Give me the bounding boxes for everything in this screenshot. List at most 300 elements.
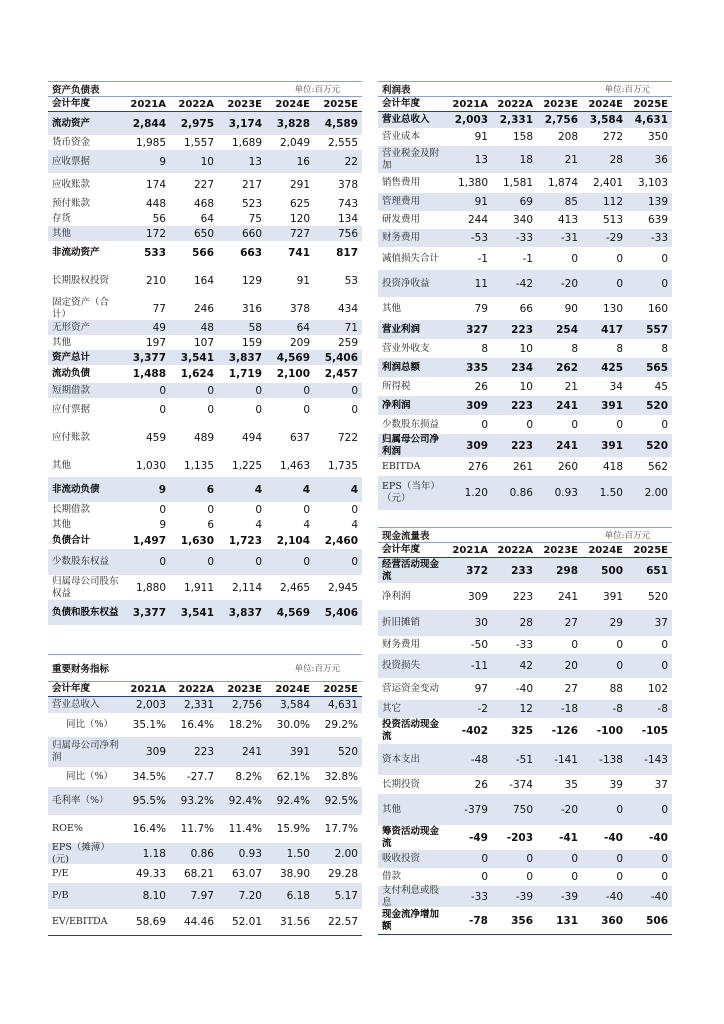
cell-value: 0 xyxy=(159,556,166,568)
cell-value: 28 xyxy=(609,153,623,166)
table-row xyxy=(378,339,672,358)
table-row xyxy=(378,825,672,850)
cell-value: 246 xyxy=(193,302,214,315)
table-row xyxy=(378,396,672,415)
row-label: 吸收投资 xyxy=(382,853,421,864)
cell-value: 209 xyxy=(289,336,310,349)
cell-value: 562 xyxy=(647,460,668,473)
cell-value: 91 xyxy=(296,274,310,287)
row-label: 投资净收益 xyxy=(382,277,430,289)
cell-value: 18 xyxy=(519,153,533,166)
cell-value: -374 xyxy=(509,778,533,791)
row-label: 净利润 xyxy=(382,399,411,411)
cell-value: -40 xyxy=(605,890,623,903)
unit-label: 单位:百万元 xyxy=(604,85,650,95)
table-row xyxy=(48,454,362,477)
cell-value: 0 xyxy=(351,403,358,416)
cell-value: 10 xyxy=(519,342,533,355)
cell-value: 2,457 xyxy=(324,368,358,380)
cell-value: 223 xyxy=(193,746,214,758)
cell-value: 35.1% xyxy=(132,719,166,731)
table-row xyxy=(378,128,672,146)
row-label: 营业总收入 xyxy=(52,699,100,710)
table-row xyxy=(378,434,672,457)
cell-value: 4 xyxy=(255,518,262,531)
cell-value: 69 xyxy=(519,196,533,208)
cell-value: -379 xyxy=(464,803,488,816)
cell-value: -40 xyxy=(650,890,668,903)
cell-value: 28 xyxy=(519,617,533,629)
cell-value: 8.2% xyxy=(235,771,262,783)
cell-value: 164 xyxy=(193,274,214,287)
cell-value: 6 xyxy=(206,483,214,496)
cell-value: 1.50 xyxy=(286,847,310,860)
row-label: 预付账款 xyxy=(52,197,91,209)
table-row xyxy=(378,775,672,794)
cell-value: 4 xyxy=(302,483,310,496)
column-header-year: 2024E xyxy=(275,683,310,695)
cell-value: 4,631 xyxy=(327,699,358,711)
cell-value: 3,377 xyxy=(132,606,166,619)
cell-value: 260 xyxy=(557,460,578,473)
cell-value: 0 xyxy=(526,871,533,883)
cell-value: 48 xyxy=(200,321,214,334)
cell-value: 38.90 xyxy=(279,867,310,880)
table-row xyxy=(48,421,362,454)
row-label: 同比（%） xyxy=(66,771,114,782)
cell-value: 434 xyxy=(337,302,358,315)
cell-value: 0 xyxy=(207,403,214,416)
cell-value: 520 xyxy=(337,746,358,758)
table-row xyxy=(48,150,362,173)
cell-value: 91 xyxy=(474,131,488,143)
cell-value: 44.46 xyxy=(183,916,214,928)
cell-value: 90 xyxy=(564,302,578,315)
cell-value: 309 xyxy=(467,590,488,603)
column-header-label: 会计年度 xyxy=(382,544,421,555)
cell-value: 0 xyxy=(351,556,358,568)
cell-value: 2,331 xyxy=(499,114,533,126)
cell-value: 158 xyxy=(512,131,533,143)
cell-value: 120 xyxy=(289,212,310,225)
table-row xyxy=(378,850,672,868)
cell-value: 233 xyxy=(511,564,533,577)
cell-value: 651 xyxy=(646,564,668,577)
cell-value: 26 xyxy=(474,778,488,791)
cell-value: 272 xyxy=(602,131,623,143)
row-label: ROE% xyxy=(52,823,83,834)
cell-value: 3,541 xyxy=(180,351,214,364)
cell-value: 261 xyxy=(512,460,533,473)
cell-value: -33 xyxy=(650,232,668,244)
table-row xyxy=(378,794,672,825)
cell-value: 0 xyxy=(661,803,668,816)
cell-value: 8 xyxy=(481,342,488,355)
table-row xyxy=(378,558,672,583)
cell-value: 0 xyxy=(255,403,262,416)
cell-value: 9 xyxy=(158,483,166,496)
cell-value: 1,581 xyxy=(502,177,533,189)
cell-value: 3,541 xyxy=(180,606,214,619)
table-row xyxy=(378,868,672,886)
column-header-year: 2024E xyxy=(275,98,310,110)
cell-value: 1,380 xyxy=(457,177,488,189)
cell-value: 34.5% xyxy=(132,771,166,783)
cell-value: 172 xyxy=(145,227,166,240)
table-row xyxy=(378,229,672,247)
cell-value: 1,624 xyxy=(180,368,214,380)
cell-value: 0.86 xyxy=(509,487,533,499)
row-label: 投资损失 xyxy=(382,660,421,671)
table-row xyxy=(48,815,362,843)
cell-value: -402 xyxy=(461,725,488,737)
cell-value: 1,488 xyxy=(132,368,166,380)
cell-value: 97 xyxy=(474,683,488,695)
cell-value: 134 xyxy=(337,212,358,225)
cell-value: 2,975 xyxy=(180,117,214,130)
row-label: 其他 xyxy=(52,227,72,239)
cell-value: 4,569 xyxy=(276,606,310,619)
cell-value: 0 xyxy=(661,639,668,651)
cell-value: 0 xyxy=(661,853,668,865)
row-label: 货币资金 xyxy=(52,136,91,148)
income-statement-title-bar xyxy=(378,82,672,97)
cell-value: -39 xyxy=(560,890,578,903)
cash-flow-table xyxy=(378,527,672,935)
cell-value: 418 xyxy=(602,460,623,473)
cell-value: 0 xyxy=(481,871,488,883)
cell-value: -53 xyxy=(470,232,488,244)
column-header-year: 2025E xyxy=(323,98,358,110)
cell-value: 8 xyxy=(661,342,668,355)
cell-value: 2.00 xyxy=(334,847,358,860)
cell-value: 750 xyxy=(512,803,533,816)
table-row xyxy=(48,737,362,767)
cell-value: -50 xyxy=(470,639,488,651)
cell-value: 29.2% xyxy=(324,719,358,731)
row-label: 非流动负债 xyxy=(52,483,100,495)
row-label: P/E xyxy=(52,867,69,879)
cell-value: 625 xyxy=(289,197,310,210)
cell-value: 0 xyxy=(571,853,578,865)
cell-value: 10 xyxy=(519,380,533,393)
row-label: 应收账款 xyxy=(52,178,91,190)
cell-value: 309 xyxy=(466,439,488,452)
table-row xyxy=(48,398,362,421)
cell-value: 64 xyxy=(200,212,214,225)
cell-value: 8 xyxy=(571,342,578,355)
cell-value: 360 xyxy=(601,914,623,927)
table-row xyxy=(48,226,362,241)
table-row xyxy=(378,636,672,654)
cell-value: 0 xyxy=(255,503,262,516)
cell-value: 1,689 xyxy=(231,136,262,149)
row-label: 归属母公司净利润 xyxy=(382,433,440,457)
table-row xyxy=(378,583,672,610)
cell-value: 0 xyxy=(303,403,310,416)
cell-value: 756 xyxy=(337,227,358,240)
cell-value: 520 xyxy=(646,439,668,452)
cell-value: 241 xyxy=(556,439,578,452)
cell-value: 291 xyxy=(289,178,310,191)
cell-value: 29.28 xyxy=(327,867,358,880)
table-row xyxy=(48,502,362,517)
cell-value: 21 xyxy=(564,153,578,166)
cell-value: 459 xyxy=(145,431,166,444)
table-row xyxy=(378,358,672,377)
row-label: 应付账款 xyxy=(52,431,91,443)
cell-value: 1,719 xyxy=(228,368,262,380)
cell-value: 722 xyxy=(337,431,358,444)
cell-value: 62.1% xyxy=(276,771,310,783)
cell-value: 131 xyxy=(556,914,578,927)
cell-value: 340 xyxy=(512,214,533,226)
cell-value: 727 xyxy=(289,227,310,240)
cell-value: 425 xyxy=(601,361,623,374)
cell-value: 0 xyxy=(255,556,262,568)
cell-value: -51 xyxy=(515,753,533,766)
cell-value: -8 xyxy=(657,703,668,715)
cell-value: -42 xyxy=(515,277,533,290)
table-row xyxy=(378,320,672,339)
cell-value: 0 xyxy=(661,252,668,265)
column-header-year: 2024E xyxy=(588,544,623,556)
unit-label: 单位:百万元 xyxy=(294,664,340,674)
cell-value: 1,463 xyxy=(279,459,310,472)
table-row xyxy=(378,907,672,934)
table-row xyxy=(378,173,672,193)
cell-value: -138 xyxy=(599,753,623,766)
cell-value: 0 xyxy=(303,384,310,397)
row-label: 资本支出 xyxy=(382,753,421,765)
cell-value: 30.0% xyxy=(276,719,310,731)
column-header-year: 2023E xyxy=(543,98,578,110)
row-label: 长期投资 xyxy=(382,778,421,790)
cell-value: 566 xyxy=(192,246,214,259)
table-row xyxy=(48,843,362,864)
cell-value: 1,225 xyxy=(231,459,262,472)
cell-value: 2,756 xyxy=(231,699,262,711)
cell-value: -20 xyxy=(560,803,578,816)
cell-value: -33 xyxy=(515,639,533,651)
cell-value: -27.7 xyxy=(186,771,214,783)
table-row xyxy=(378,193,672,211)
cell-value: 234 xyxy=(511,361,533,374)
cell-value: 2,331 xyxy=(183,699,214,711)
table-title: 资产负债表 xyxy=(52,85,100,96)
cell-value: -33 xyxy=(470,890,488,903)
cell-value: 8 xyxy=(616,342,623,355)
cell-value: 42 xyxy=(519,660,533,672)
row-label: 短期借款 xyxy=(52,384,91,396)
cell-value: 0 xyxy=(616,639,623,651)
cell-value: 6.18 xyxy=(286,890,310,902)
row-label: 资产总计 xyxy=(52,351,91,363)
cell-value: 350 xyxy=(647,131,668,143)
column-header-year: 2025E xyxy=(633,98,668,110)
cell-value: 817 xyxy=(336,246,358,259)
cell-value: 16.4% xyxy=(132,823,166,835)
cell-value: 0 xyxy=(351,384,358,397)
cell-value: 0 xyxy=(159,384,166,397)
cell-value: 335 xyxy=(466,361,488,374)
row-label: 营业税金及附加 xyxy=(382,147,440,171)
cell-value: 227 xyxy=(193,178,214,191)
cell-value: -143 xyxy=(644,753,668,766)
table-row xyxy=(378,654,672,678)
row-label: 其他 xyxy=(52,518,72,530)
cell-value: 35 xyxy=(564,778,578,791)
table-title: 现金流量表 xyxy=(382,531,430,542)
cell-value: 1,135 xyxy=(183,459,214,472)
cell-value: 29 xyxy=(609,617,623,629)
table-row xyxy=(378,415,672,434)
table-row xyxy=(378,678,672,700)
cell-value: 4 xyxy=(303,518,310,531)
cell-value: -20 xyxy=(560,277,578,290)
cell-value: 0 xyxy=(661,277,668,290)
cell-value: 4 xyxy=(351,518,358,531)
cell-value: 208 xyxy=(557,131,578,143)
table-row xyxy=(48,135,362,150)
cell-value: 11 xyxy=(474,277,488,290)
cell-value: 391 xyxy=(601,439,623,452)
cell-value: 0 xyxy=(616,871,623,883)
cell-value: 0 xyxy=(207,556,214,568)
cell-value: -2 xyxy=(477,703,488,715)
cell-value: 3,828 xyxy=(276,117,310,130)
cell-value: 2,104 xyxy=(276,534,310,547)
header-row xyxy=(48,97,362,112)
cell-value: 276 xyxy=(467,460,488,473)
row-label: 其他 xyxy=(52,336,72,348)
cell-value: 244 xyxy=(467,214,488,226)
cell-value: 316 xyxy=(241,302,262,315)
cell-value: 37 xyxy=(654,778,668,791)
cell-value: -105 xyxy=(641,725,668,737)
cell-value: 1,735 xyxy=(327,459,358,472)
cell-value: 0 xyxy=(661,660,668,672)
cell-value: -40 xyxy=(649,831,668,844)
cell-value: 448 xyxy=(145,197,166,210)
unit-label: 单位:百万元 xyxy=(294,85,340,95)
cell-value: 53 xyxy=(344,274,358,287)
cell-value: 1.18 xyxy=(142,847,166,860)
cell-value: 506 xyxy=(646,914,668,927)
cell-value: 92.4% xyxy=(276,795,310,807)
cell-value: 11.4% xyxy=(228,823,262,835)
row-label: 利润总额 xyxy=(382,361,421,373)
cell-value: 45 xyxy=(654,380,668,393)
cell-value: 15.9% xyxy=(276,823,310,835)
cell-value: 2,003 xyxy=(454,114,488,126)
cell-value: 325 xyxy=(511,725,533,737)
column-header-year: 2023E xyxy=(227,98,262,110)
cell-value: 2,756 xyxy=(544,114,578,126)
row-label: 存货 xyxy=(52,212,72,224)
cell-value: 71 xyxy=(344,321,358,334)
cell-value: -39 xyxy=(515,890,533,903)
cell-value: 3,377 xyxy=(132,351,166,364)
row-label: 营业利润 xyxy=(382,323,421,335)
cell-value: 0 xyxy=(616,418,623,431)
column-header-year: 2022A xyxy=(178,683,214,695)
row-label: 长期借款 xyxy=(52,503,91,515)
row-label: 其它 xyxy=(382,703,402,714)
header-row xyxy=(378,543,672,558)
row-label: 净利润 xyxy=(382,590,411,602)
cell-value: 417 xyxy=(601,323,623,336)
cell-value: 20 xyxy=(564,660,578,672)
cell-value: 0 xyxy=(661,871,668,883)
row-label: 归属母公司股东权益 xyxy=(52,575,119,599)
cell-value: 259 xyxy=(337,336,358,349)
cell-value: 254 xyxy=(556,323,578,336)
cell-value: 49.33 xyxy=(135,867,166,880)
table-row xyxy=(48,173,362,196)
key-indicators-table xyxy=(48,654,362,936)
cell-value: 56 xyxy=(152,212,166,225)
cell-value: 22 xyxy=(344,155,358,168)
table-row xyxy=(378,146,672,173)
cell-value: 1,985 xyxy=(135,136,166,149)
row-label: 应收票据 xyxy=(52,155,91,167)
cell-value: 3,837 xyxy=(228,606,262,619)
column-header-year: 2023E xyxy=(227,683,262,695)
cell-value: 129 xyxy=(241,274,262,287)
table-row xyxy=(378,457,672,476)
cell-value: 102 xyxy=(647,683,668,695)
cell-value: 6 xyxy=(207,518,214,531)
table-row xyxy=(48,477,362,502)
cell-value: 13 xyxy=(248,155,262,168)
column-header-year: 2023E xyxy=(543,544,578,556)
cell-value: 27 xyxy=(564,617,578,629)
cell-value: 5.17 xyxy=(334,890,358,902)
cell-value: 0 xyxy=(159,503,166,516)
cell-value: 0 xyxy=(616,803,623,816)
cell-value: 7.20 xyxy=(238,890,262,902)
cell-value: 3,584 xyxy=(589,114,623,126)
cell-value: 520 xyxy=(646,399,668,412)
cell-value: -31 xyxy=(560,232,578,244)
cell-value: 92.4% xyxy=(228,795,262,807)
table-row xyxy=(378,744,672,775)
cell-value: 2,465 xyxy=(279,581,310,594)
cash-flow-title-bar xyxy=(378,528,672,543)
cell-value: 22.57 xyxy=(327,916,358,928)
cell-value: 743 xyxy=(337,197,358,210)
row-label: 财务费用 xyxy=(382,639,421,650)
row-label: 流动资产 xyxy=(52,117,91,129)
cell-value: -49 xyxy=(469,831,488,844)
cell-value: 0 xyxy=(207,384,214,397)
cell-value: 27 xyxy=(564,683,578,695)
row-label: 投资活动现金流 xyxy=(382,719,440,742)
cell-value: 513 xyxy=(602,214,623,226)
row-label: EBITDA xyxy=(382,460,421,472)
cell-value: -11 xyxy=(470,660,488,672)
table-row xyxy=(48,713,362,737)
row-label: 长期股权投资 xyxy=(52,274,110,286)
cell-value: 378 xyxy=(289,302,310,315)
cell-value: 0 xyxy=(481,853,488,865)
row-label: 营运资金变动 xyxy=(382,683,440,694)
cell-value: -18 xyxy=(560,703,578,715)
cell-value: 88 xyxy=(609,683,623,695)
cell-value: 298 xyxy=(556,564,578,577)
cell-value: 0 xyxy=(526,853,533,865)
